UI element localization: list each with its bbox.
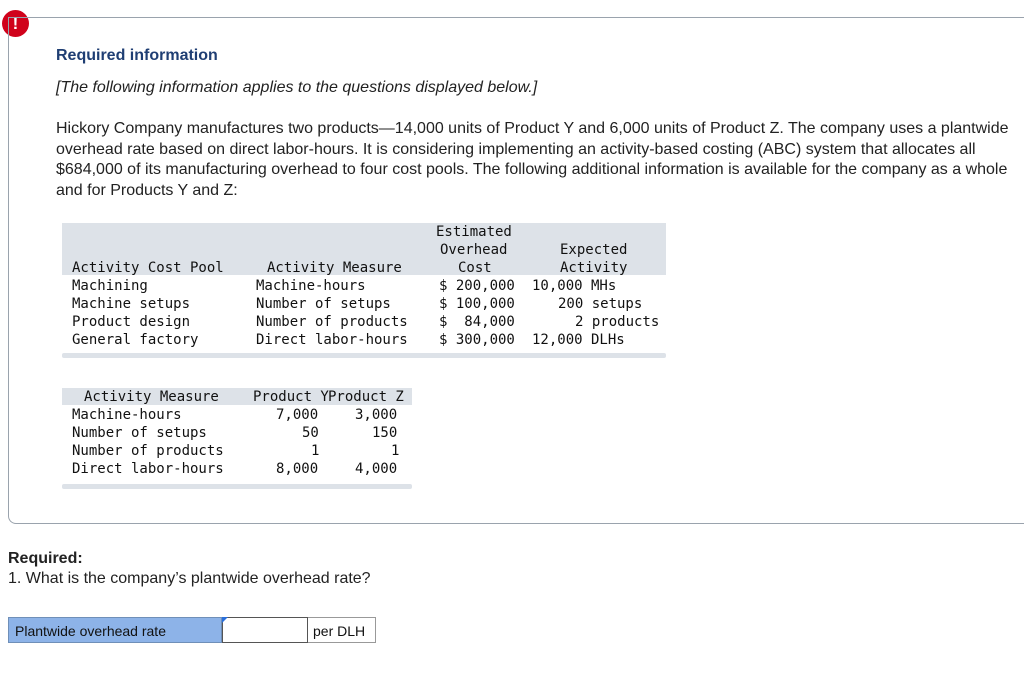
header-activity-measure: Activity Measure [84,389,219,405]
table-bottom-rule [62,484,412,489]
plantwide-rate-input[interactable] [222,617,308,643]
header-overhead: Overhead [440,242,508,258]
answer-row [8,617,376,643]
header-product-z: Product Z [328,389,404,405]
intro-note: [The following information applies to the questions displayed below.] [56,79,538,96]
input-flag-icon [222,617,228,623]
answer-label: Plantwide overhead rate [8,617,222,643]
header-activity-measure: Activity Measure [267,260,402,276]
header-product-y: Product Y [253,389,329,405]
table-bottom-rule [62,353,666,358]
header-activity-cost-pool: Activity Cost Pool [72,260,224,276]
header-estimated: Estimated [436,224,512,240]
activity-cost-pool-table: Estimated Overhead Cost Expected Activity Activity Cost Pool Activity Measure Machining Machine-hours $ 200,000 10,000 MHs Machine setups Number of setups $ 100,000 200 setups Product design Number of products $ 84,000 2 products General factory Direct labor-hours $ 300,000 12,000 DLHs [62,223,666,358]
alert-icon: ! [2,10,29,37]
problem-description: Hickory Company manufactures two products—14,000 units of Product Y and 6,000 units of Product Z. The company uses a plantwide overhead rate based on direct labor-hours. It is considering implementing an activity-based costing (ABC) system that allocates all $684,000 of its manufacturing overhead to four cost pools. The following additional information is available for the company as a whole and for Products Y and Z: [56,120,1009,199]
required-label: Required: [8,550,83,567]
required-information-title: Required information [56,47,218,64]
header-cost: Cost [458,260,492,276]
product-activity-table: Activity Measure Product Y Product Z Machine-hours 7,000 3,000 Number of setups 50 150 Number of products 1 1 Direct labor-hours 8,000 4,000 [62,388,412,490]
answer-unit: per DLH [308,617,376,643]
answer-input-wrapper [222,617,308,643]
header-expected: Expected [560,242,628,258]
header-activity: Activity [560,260,628,276]
question-text: 1. What is the company’s plantwide overhead rate? [8,570,371,587]
